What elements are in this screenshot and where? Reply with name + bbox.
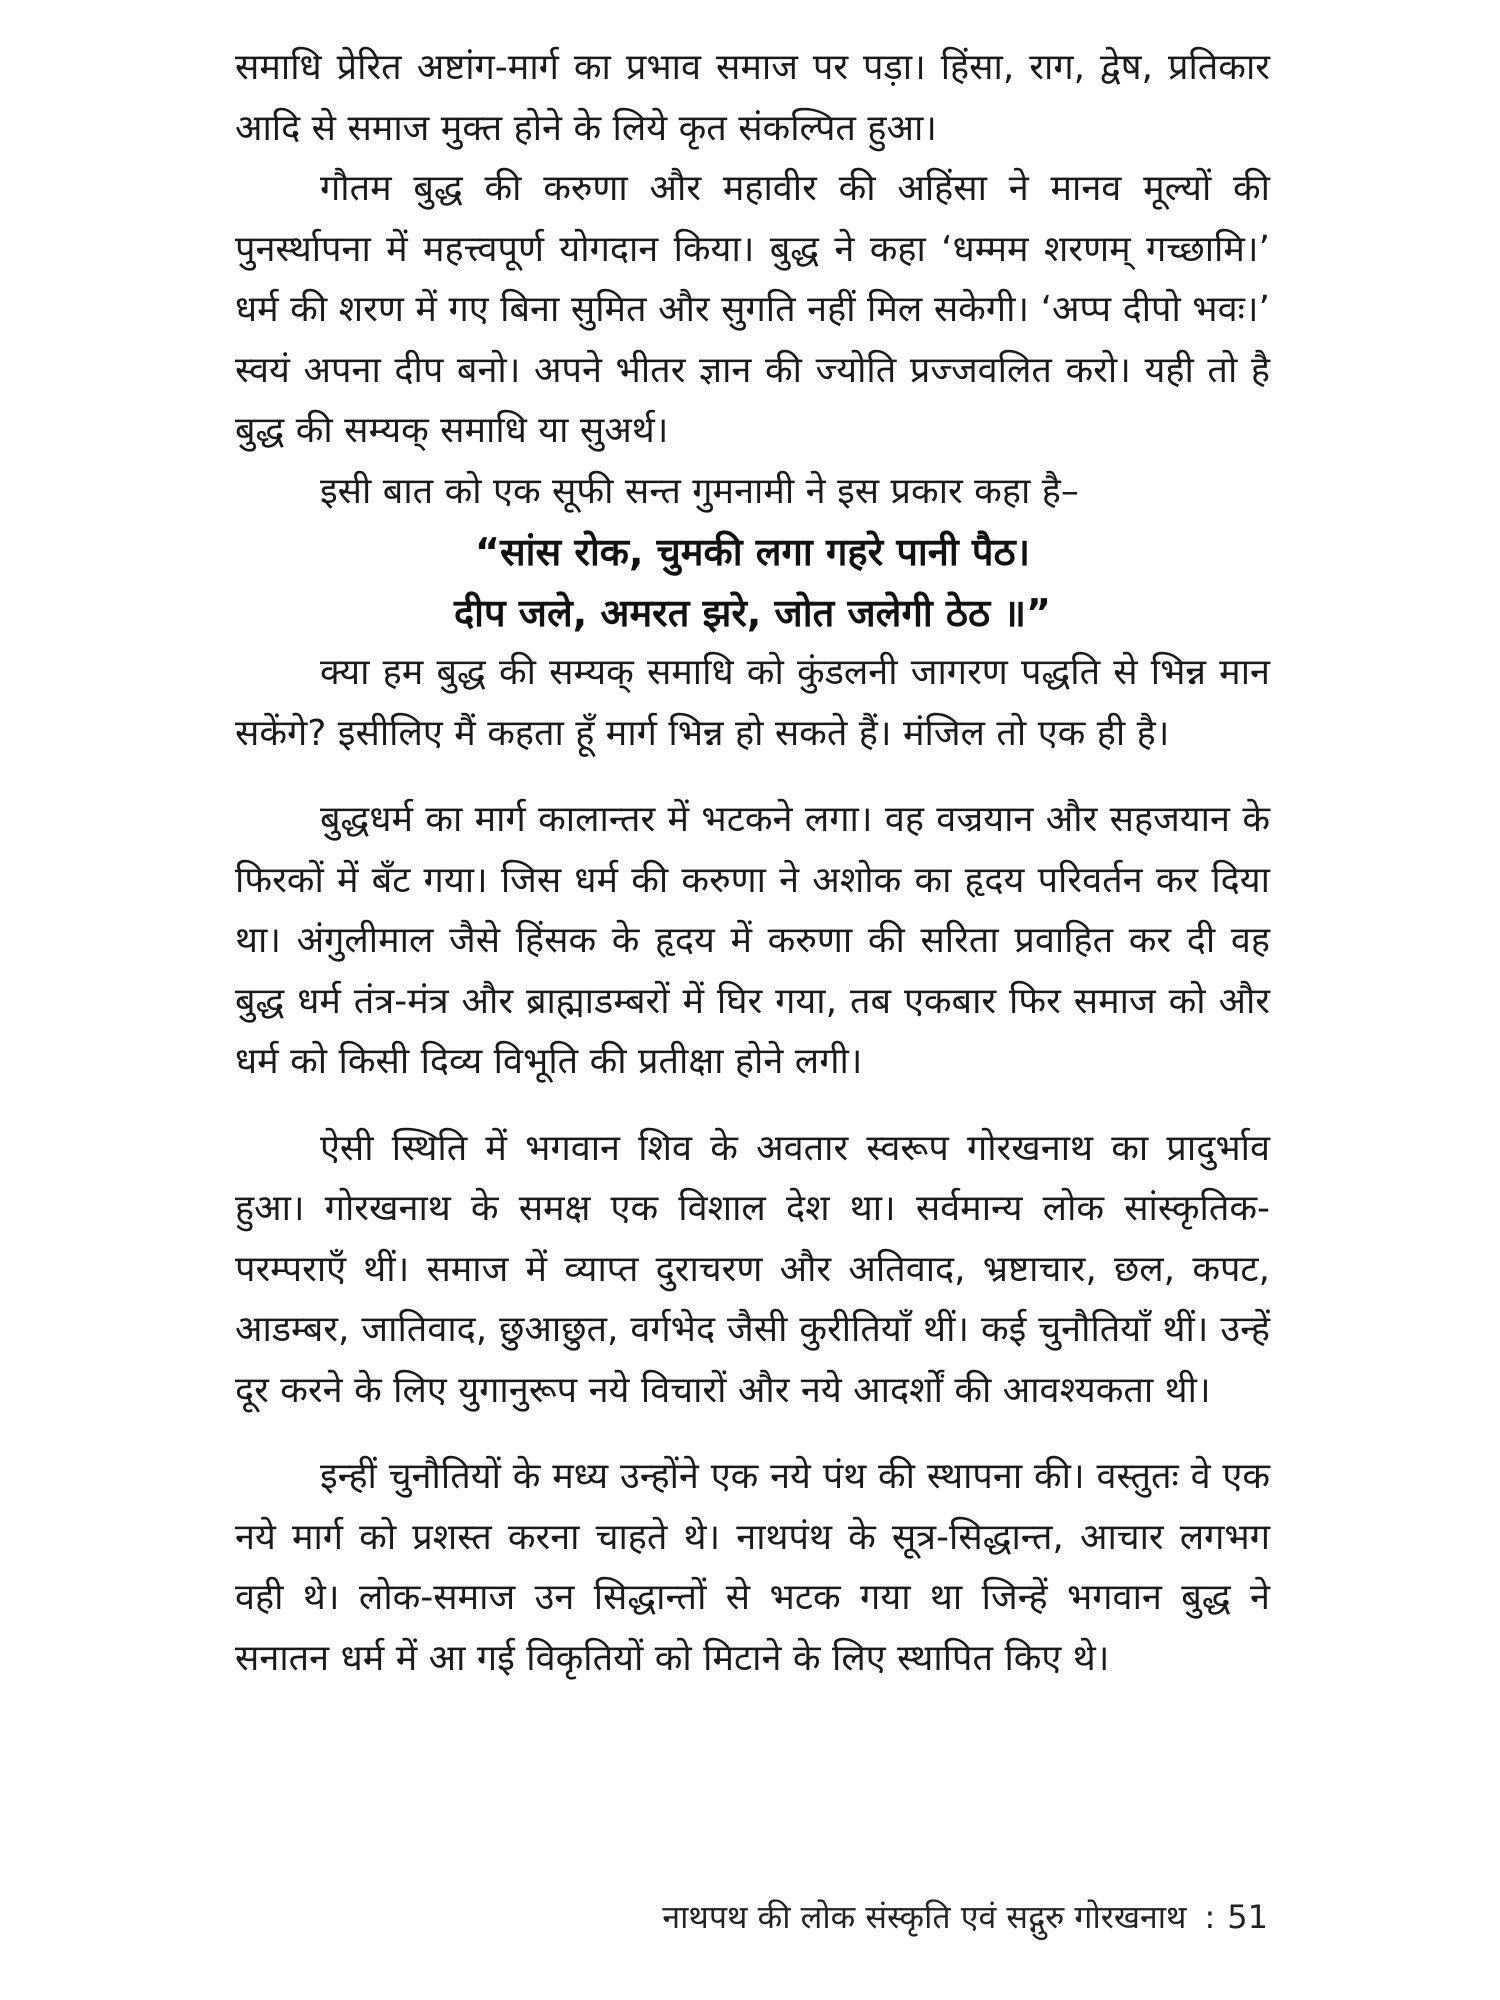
page-number: 51: [1227, 1898, 1268, 1936]
paragraph-gap: [235, 1421, 1270, 1447]
page-body: [235, 38, 1270, 1689]
paragraph-sufi-intro: इसी बात को एक सूफी सन्त गुमनामी ने इस प्रकार कहा है–: [320, 470, 1079, 512]
paragraph-nathpanth: इन्हीं चुनौतियों के मध्य उन्होंने एक नये पंथ की स्थापना की। वस्तुतः वे एक नये मार्ग को प्रशस्त करना चाहते थे। नाथपंथ के सूत्र-सिद्धान्त, आचार लगभग वही थे। लोक-समाज उन सिद्धान्तों से भटक गया था जिन्हें भगवान बुद्ध ने सनातन धर्म में आ गई विकृतियों को मिटाने के लिए स्थापित किए थे।: [235, 1456, 1270, 1679]
paragraph-gorakhnath-advent: ऐसी स्थिति में भगवान शिव के अवतार स्वरूप गोरखनाथ का प्रादुर्भाव हुआ। गोरखनाथ के समक्ष एक विशाल देश था। सर्वमान्य लोक सांस्कृतिक-परम्पराएँ थीं। समाज में व्याप्त दुराचरण और अतिवाद, भ्रष्टाचार, छल, कपट, आडम्बर, जातिवाद, छुआछुत, वर्गभेद जैसी कुरीतियाँ थीं। कई चुनौतियाँ थीं। उन्हें दूर करने के लिए युगानुरूप नये विचारों और नये आदर्शों की आवश्यकता थी।: [235, 1127, 1270, 1411]
paragraph-ashtang-marg: समाधि प्रेरित अष्टांग-मार्ग का प्रभाव समाज पर पड़ा। हिंसा, राग, द्वेष, प्रतिकार आदि से समाज मुक्त होने के लिये कृत संकल्पित हुआ।: [235, 47, 1270, 149]
sufi-verse: [235, 522, 1270, 643]
verse-line-2: दीप जले, अमरत झरे, जोत जलेगी ठेठ ॥”: [453, 590, 1052, 635]
verse-line-1: “सांस रोक, चुमकी लगा गहरे पानी पैठ।: [475, 530, 1030, 574]
footer-separator: :: [1204, 1898, 1216, 1936]
paragraph-gap: [235, 1093, 1270, 1119]
paragraph-buddha-mahavir: गौतम बुद्ध की करुणा और महावीर की अहिंसा ने मानव मूल्यों की पुनर्स्थापना में महत्त्वपूर्ण योगदान किया। बुद्ध ने कहा ‘धम्मम शरणम् गच्छामि।’ धर्म की शरण में गए बिना सुमित और सुगति नहीं मिल सकेगी। ‘अप्प दीपो भवः।’ स्वयं अपना दीप बनो। अपने भीतर ज्ञान की ज्योति प्रज्जवलित करो। यही तो है बुद्ध की सम्यक् समाधि या सुअर्थ।: [235, 168, 1270, 451]
page-footer: [662, 1895, 1268, 1939]
paragraph-gap: [235, 764, 1270, 790]
paragraph-buddhadharma-decline: बुद्धधर्म का मार्ग कालान्तर में भटकने लगा। वह वज्रयान और सहजयान के फिरकों में बँट गया। जिस धर्म की करुणा ने अशोक का हृदय परिवर्तन कर दिया था। अंगुलीमाल जैसे हिंसक के हृदय में करुणा की सरिता प्रवाहित कर दी वह बुद्ध धर्म तंत्र-मंत्र और ब्राह्माडम्बरों में घिर गया, तब एकबार फिर समाज को और धर्म को किसी दिव्य विभूति की प्रतीक्षा होने लगी।: [235, 799, 1270, 1082]
paragraph-kundalini: क्या हम बुद्ध की सम्यक् समाधि को कुंडलनी जागरण पद्धति से भिन्न मान सकेंगे? इसीलिए मैं कहता हूँ मार्ग भिन्न हो सकते हैं। मंजिल तो एक ही है।: [235, 652, 1270, 754]
running-title: नाथपथ की लोक संस्कृति एवं सद्गुरु गोरखनाथ: [662, 1898, 1187, 1936]
